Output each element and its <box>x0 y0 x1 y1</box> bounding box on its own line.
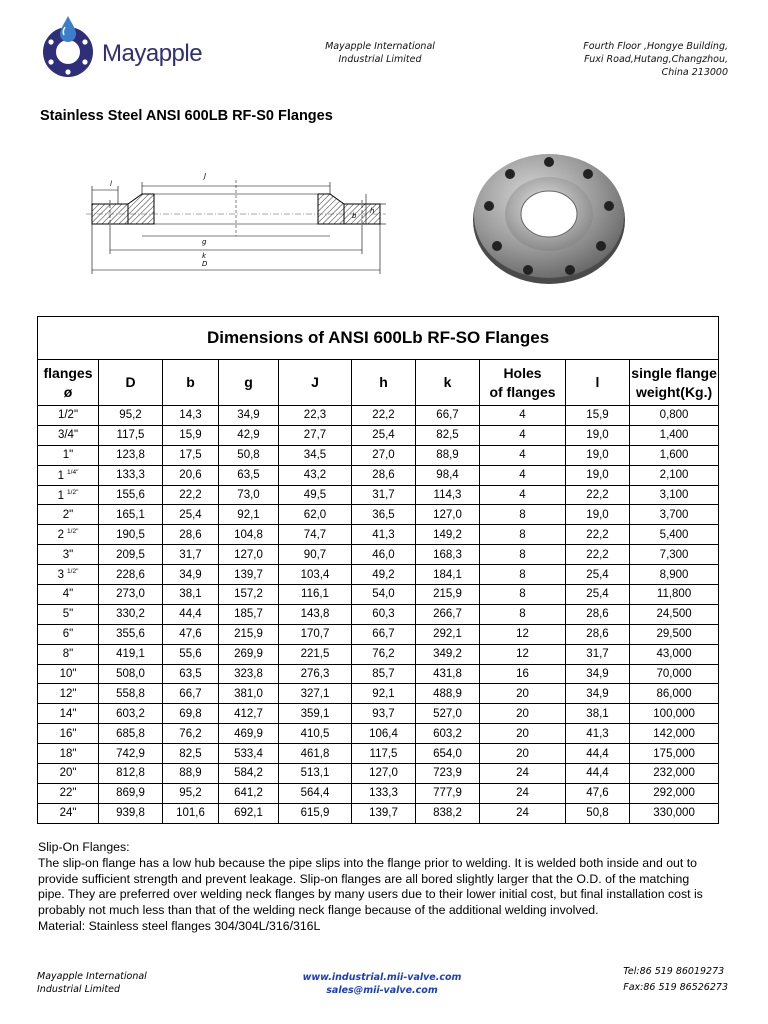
table-row <box>38 684 719 704</box>
column-header: k <box>416 360 480 406</box>
table-cell: 8 <box>480 525 566 545</box>
table-cell: 4 <box>480 406 566 426</box>
table-cell: 8 <box>480 604 566 624</box>
table-cell: 139,7 <box>219 565 279 585</box>
table-cell: 24,500 <box>630 604 719 624</box>
dimensions-table <box>37 316 719 824</box>
table-cell: 25,4 <box>352 425 416 445</box>
table-cell: 469,9 <box>219 724 279 744</box>
table-cell: 66,7 <box>352 624 416 644</box>
table-cell: 615,9 <box>279 803 352 823</box>
table-cell: 165,1 <box>99 505 163 525</box>
table-cell: 149,2 <box>416 525 480 545</box>
table-cell: 11,800 <box>630 585 719 605</box>
table-cell: 25,4 <box>163 505 219 525</box>
table-cell: 641,2 <box>219 783 279 803</box>
table-cell: 41,3 <box>352 525 416 545</box>
logo-text: Mayapple <box>102 40 203 67</box>
table-cell: 47,6 <box>163 624 219 644</box>
table-cell: 133,3 <box>352 783 416 803</box>
column-header: b <box>163 360 219 406</box>
table-row <box>38 425 719 445</box>
email-link[interactable]: sales@mii-valve.com <box>326 985 438 996</box>
table-row <box>38 406 719 426</box>
table-row <box>38 704 719 724</box>
table-cell: 155,6 <box>99 485 163 505</box>
table-row <box>38 445 719 465</box>
table-cell: 20 <box>480 704 566 724</box>
table-cell: 685,8 <box>99 724 163 744</box>
table-row <box>38 505 719 525</box>
table-cell: 117,5 <box>352 744 416 764</box>
table-cell: 142,000 <box>630 724 719 744</box>
table-cell: 8 <box>480 545 566 565</box>
table-cell: 24 <box>480 764 566 784</box>
table-cell: 19,0 <box>566 445 630 465</box>
table-cell: 723,9 <box>416 764 480 784</box>
flange-size-cell: 22" <box>38 783 99 803</box>
flange-size-cell: 3/4" <box>38 425 99 445</box>
table-cell: 50,8 <box>219 445 279 465</box>
table-cell: 28,6 <box>566 624 630 644</box>
header-company-name: Mayapple International Industrial Limited <box>325 41 435 65</box>
dim-label-d: D <box>202 260 208 268</box>
document-title: Stainless Steel ANSI 600LB RF-S0 Flanges <box>40 108 333 124</box>
table-cell: 34,5 <box>279 445 352 465</box>
footer-contact <box>623 964 728 996</box>
table-cell: 54,0 <box>352 585 416 605</box>
table-body <box>38 406 719 824</box>
flange-size-cell: 14" <box>38 704 99 724</box>
phone-number: Tel:86 519 86019273 <box>623 966 725 977</box>
table-cell: 44,4 <box>566 744 630 764</box>
table-cell: 273,0 <box>99 585 163 605</box>
table-cell: 4 <box>480 445 566 465</box>
flange-size-cell: 3 $^{1/2"}$ <box>38 565 99 585</box>
table-cell: 215,9 <box>219 624 279 644</box>
table-cell: 558,8 <box>99 684 163 704</box>
table-cell: 221,5 <box>279 644 352 664</box>
table-cell: 85,7 <box>352 664 416 684</box>
company-logo <box>34 14 204 78</box>
flange-size-cell: 1" <box>38 445 99 465</box>
table-cell: 20,6 <box>163 465 219 485</box>
column-header: h <box>352 360 416 406</box>
table-cell: 74,7 <box>279 525 352 545</box>
table-cell: 31,7 <box>566 644 630 664</box>
table-cell: 28,6 <box>566 604 630 624</box>
table-cell: 323,8 <box>219 664 279 684</box>
table-cell: 431,8 <box>416 664 480 684</box>
table-cell: 73,0 <box>219 485 279 505</box>
table-cell: 34,9 <box>566 684 630 704</box>
table-cell: 34,9 <box>219 406 279 426</box>
flange-size-cell: 18" <box>38 744 99 764</box>
table-cell: 838,2 <box>416 803 480 823</box>
table-cell: 127,0 <box>219 545 279 565</box>
table-cell: 69,8 <box>163 704 219 724</box>
column-header: D <box>99 360 163 406</box>
table-cell: 1,600 <box>630 445 719 465</box>
table-cell: 330,000 <box>630 803 719 823</box>
table-cell: 106,4 <box>352 724 416 744</box>
flange-size-cell: 20" <box>38 764 99 784</box>
table-title: Dimensions of ANSI 600Lb RF-SO Flanges <box>38 317 719 360</box>
flange-cross-section-drawing <box>86 166 386 281</box>
table-cell: 98,4 <box>416 465 480 485</box>
table-cell: 25,4 <box>566 565 630 585</box>
table-cell: 28,6 <box>352 465 416 485</box>
table-cell: 869,9 <box>99 783 163 803</box>
table-cell: 42,9 <box>219 425 279 445</box>
table-cell: 381,0 <box>219 684 279 704</box>
table-cell: 692,1 <box>219 803 279 823</box>
table-cell: 88,9 <box>163 764 219 784</box>
table-cell: 50,8 <box>566 803 630 823</box>
table-cell: 70,000 <box>630 664 719 684</box>
table-header-row <box>38 360 719 406</box>
logo-emblem-icon <box>34 14 104 78</box>
table-cell: 82,5 <box>163 744 219 764</box>
table-cell: 88,9 <box>416 445 480 465</box>
table-cell: 123,8 <box>99 445 163 465</box>
dim-label-l: l <box>110 180 112 188</box>
table-cell: 43,000 <box>630 644 719 664</box>
table-cell: 95,2 <box>163 783 219 803</box>
table-cell: 31,7 <box>352 485 416 505</box>
table-cell: 100,000 <box>630 704 719 724</box>
table-row <box>38 764 719 784</box>
table-cell: 127,0 <box>416 505 480 525</box>
column-header: g <box>219 360 279 406</box>
header-address: Fourth Floor ,Hongye Building, Fuxi Road,Hutang,Changzhou, China 213000 <box>583 41 728 78</box>
table-cell: 14,3 <box>163 406 219 426</box>
table-cell: 527,0 <box>416 704 480 724</box>
flange-size-cell: 8" <box>38 644 99 664</box>
table-cell: 4 <box>480 485 566 505</box>
table-cell: 63,5 <box>219 465 279 485</box>
table-cell: 22,2 <box>352 406 416 426</box>
column-header: flanges ø <box>38 360 99 406</box>
table-cell: 22,2 <box>566 485 630 505</box>
table-cell: 15,9 <box>566 406 630 426</box>
flange-size-cell: 24" <box>38 803 99 823</box>
table-cell: 292,000 <box>630 783 719 803</box>
column-header: J <box>279 360 352 406</box>
material-line: Material: Stainless steel flanges 304/304L/316/316L <box>38 918 321 933</box>
column-header: l <box>566 360 630 406</box>
table-cell: 38,1 <box>163 585 219 605</box>
footer-company-name: Mayapple International Industrial Limited <box>37 971 147 995</box>
table-cell: 20 <box>480 724 566 744</box>
table-cell: 22,2 <box>566 525 630 545</box>
table-cell: 133,3 <box>99 465 163 485</box>
table-cell: 31,7 <box>163 545 219 565</box>
table-cell: 157,2 <box>219 585 279 605</box>
flange-size-cell: 1/2" <box>38 406 99 426</box>
website-link[interactable]: www.industrial.mii-valve.com <box>302 972 462 983</box>
table-cell: 46,0 <box>352 545 416 565</box>
table-cell: 36,5 <box>352 505 416 525</box>
table-cell: 12 <box>480 624 566 644</box>
table-cell: 34,9 <box>566 664 630 684</box>
table-cell: 2,100 <box>630 465 719 485</box>
table-cell: 90,7 <box>279 545 352 565</box>
table-cell: 25,4 <box>566 585 630 605</box>
table-cell: 86,000 <box>630 684 719 704</box>
flange-size-cell: 4" <box>38 585 99 605</box>
table-cell: 29,500 <box>630 624 719 644</box>
table-cell: 44,4 <box>163 604 219 624</box>
table-cell: 5,400 <box>630 525 719 545</box>
table-cell: 66,7 <box>163 684 219 704</box>
flange-size-cell: 2" <box>38 505 99 525</box>
table-cell: 27,0 <box>352 445 416 465</box>
table-cell: 62,0 <box>279 505 352 525</box>
table-cell: 116,1 <box>279 585 352 605</box>
flange-size-cell: 5" <box>38 604 99 624</box>
table-cell: 508,0 <box>99 664 163 684</box>
table-cell: 41,3 <box>566 724 630 744</box>
table-cell: 95,2 <box>99 406 163 426</box>
table-cell: 419,1 <box>99 644 163 664</box>
table-cell: 103,4 <box>279 565 352 585</box>
table-cell: 232,000 <box>630 764 719 784</box>
dim-label-b: b <box>352 212 357 220</box>
flange-size-cell: 2 $^{1/2"}$ <box>38 525 99 545</box>
table-cell: 4 <box>480 425 566 445</box>
table-cell: 461,8 <box>279 744 352 764</box>
table-cell: 93,7 <box>352 704 416 724</box>
table-cell: 66,7 <box>416 406 480 426</box>
table-cell: 82,5 <box>416 425 480 445</box>
table-row <box>38 545 719 565</box>
table-cell: 488,9 <box>416 684 480 704</box>
table-cell: 34,9 <box>163 565 219 585</box>
table-row <box>38 783 719 803</box>
table-cell: 127,0 <box>352 764 416 784</box>
table-cell: 114,3 <box>416 485 480 505</box>
dim-label-h: h <box>370 207 375 215</box>
table-cell: 327,1 <box>279 684 352 704</box>
description-body: The slip-on flange has a low hub because the pipe slips into the flange prior to welding. It is welded both inside and out to provide sufficient strength and prevent leakage. Slip-on flanges are all bored slightly larger that the O.D. of the matching pipe. They are preferred over welding neck flanges by many users due to their lower initial cost, but final installation cost is probably not much less than that of the welding neck flange because of the additional welding involved. <box>38 855 703 918</box>
footer-links <box>282 971 482 997</box>
table-row <box>38 565 719 585</box>
dim-label-g: g <box>202 238 207 246</box>
table-cell: 24 <box>480 803 566 823</box>
fax-number: Fax:86 519 86526273 <box>623 982 728 993</box>
table-cell: 359,1 <box>279 704 352 724</box>
table-cell: 143,8 <box>279 604 352 624</box>
table-cell: 22,2 <box>566 545 630 565</box>
table-row <box>38 485 719 505</box>
table-cell: 117,5 <box>99 425 163 445</box>
table-cell: 349,2 <box>416 644 480 664</box>
table-cell: 228,6 <box>99 565 163 585</box>
table-cell: 266,7 <box>416 604 480 624</box>
table-cell: 19,0 <box>566 465 630 485</box>
table-cell: 184,1 <box>416 565 480 585</box>
table-cell: 63,5 <box>163 664 219 684</box>
table-cell: 19,0 <box>566 505 630 525</box>
table-cell: 38,1 <box>566 704 630 724</box>
table-cell: 43,2 <box>279 465 352 485</box>
table-row <box>38 724 719 744</box>
table-cell: 812,8 <box>99 764 163 784</box>
table-row <box>38 744 719 764</box>
table-row <box>38 465 719 485</box>
table-cell: 276,3 <box>279 664 352 684</box>
table-cell: 939,8 <box>99 803 163 823</box>
table-cell: 19,0 <box>566 425 630 445</box>
table-cell: 15,9 <box>163 425 219 445</box>
table-row <box>38 525 719 545</box>
flange-size-cell: 12" <box>38 684 99 704</box>
column-header: Holes of flanges <box>480 360 566 406</box>
table-row <box>38 585 719 605</box>
table-cell: 76,2 <box>163 724 219 744</box>
table-cell: 101,6 <box>163 803 219 823</box>
table-cell: 8,900 <box>630 565 719 585</box>
table-row <box>38 803 719 823</box>
table-cell: 49,2 <box>352 565 416 585</box>
table-cell: 139,7 <box>352 803 416 823</box>
table-cell: 190,5 <box>99 525 163 545</box>
table-cell: 49,5 <box>279 485 352 505</box>
table-cell: 654,0 <box>416 744 480 764</box>
flange-size-cell: 16" <box>38 724 99 744</box>
table-cell: 7,300 <box>630 545 719 565</box>
flange-size-cell: 3" <box>38 545 99 565</box>
table-cell: 330,2 <box>99 604 163 624</box>
table-cell: 742,9 <box>99 744 163 764</box>
table-cell: 24 <box>480 783 566 803</box>
table-cell: 355,6 <box>99 624 163 644</box>
table-row <box>38 664 719 684</box>
flange-size-cell: 1 $^{1/2"}$ <box>38 485 99 505</box>
table-cell: 20 <box>480 744 566 764</box>
table-cell: 603,2 <box>416 724 480 744</box>
dim-label-j: J <box>204 172 207 180</box>
flange-size-cell: 10" <box>38 664 99 684</box>
table-cell: 175,000 <box>630 744 719 764</box>
column-header: single flange weight(Kg.) <box>630 360 719 406</box>
table-cell: 8 <box>480 505 566 525</box>
table-cell: 27,7 <box>279 425 352 445</box>
table-cell: 215,9 <box>416 585 480 605</box>
table-cell: 533,4 <box>219 744 279 764</box>
table-cell: 60,3 <box>352 604 416 624</box>
table-cell: 564,4 <box>279 783 352 803</box>
table-cell: 8 <box>480 585 566 605</box>
table-cell: 0,800 <box>630 406 719 426</box>
table-cell: 269,9 <box>219 644 279 664</box>
table-cell: 104,8 <box>219 525 279 545</box>
table-cell: 777,9 <box>416 783 480 803</box>
table-cell: 3,100 <box>630 485 719 505</box>
table-cell: 76,2 <box>352 644 416 664</box>
description-heading: Slip-On Flanges: <box>38 840 130 854</box>
table-cell: 209,5 <box>99 545 163 565</box>
description-section <box>38 840 718 935</box>
table-cell: 55,6 <box>163 644 219 664</box>
table-row <box>38 604 719 624</box>
table-cell: 16 <box>480 664 566 684</box>
table-cell: 17,5 <box>163 445 219 465</box>
table-cell: 28,6 <box>163 525 219 545</box>
table-cell: 12 <box>480 644 566 664</box>
table-row <box>38 624 719 644</box>
table-cell: 412,7 <box>219 704 279 724</box>
table-cell: 1,400 <box>630 425 719 445</box>
flange-photo <box>470 148 628 286</box>
table-cell: 170,7 <box>279 624 352 644</box>
table-cell: 92,1 <box>219 505 279 525</box>
table-cell: 22,3 <box>279 406 352 426</box>
table-cell: 513,1 <box>279 764 352 784</box>
table-cell: 603,2 <box>99 704 163 724</box>
table-cell: 185,7 <box>219 604 279 624</box>
table-cell: 4 <box>480 465 566 485</box>
table-cell: 292,1 <box>416 624 480 644</box>
table-cell: 47,6 <box>566 783 630 803</box>
table-cell: 410,5 <box>279 724 352 744</box>
table-cell: 168,3 <box>416 545 480 565</box>
flange-size-cell: 6" <box>38 624 99 644</box>
table-cell: 584,2 <box>219 764 279 784</box>
table-cell: 22,2 <box>163 485 219 505</box>
table-cell: 44,4 <box>566 764 630 784</box>
flange-size-cell: 1 $^{1/4"}$ <box>38 465 99 485</box>
table-cell: 92,1 <box>352 684 416 704</box>
dim-label-k: k <box>202 252 207 260</box>
table-cell: 20 <box>480 684 566 704</box>
table-row <box>38 644 719 664</box>
table-cell: 3,700 <box>630 505 719 525</box>
table-cell: 8 <box>480 565 566 585</box>
